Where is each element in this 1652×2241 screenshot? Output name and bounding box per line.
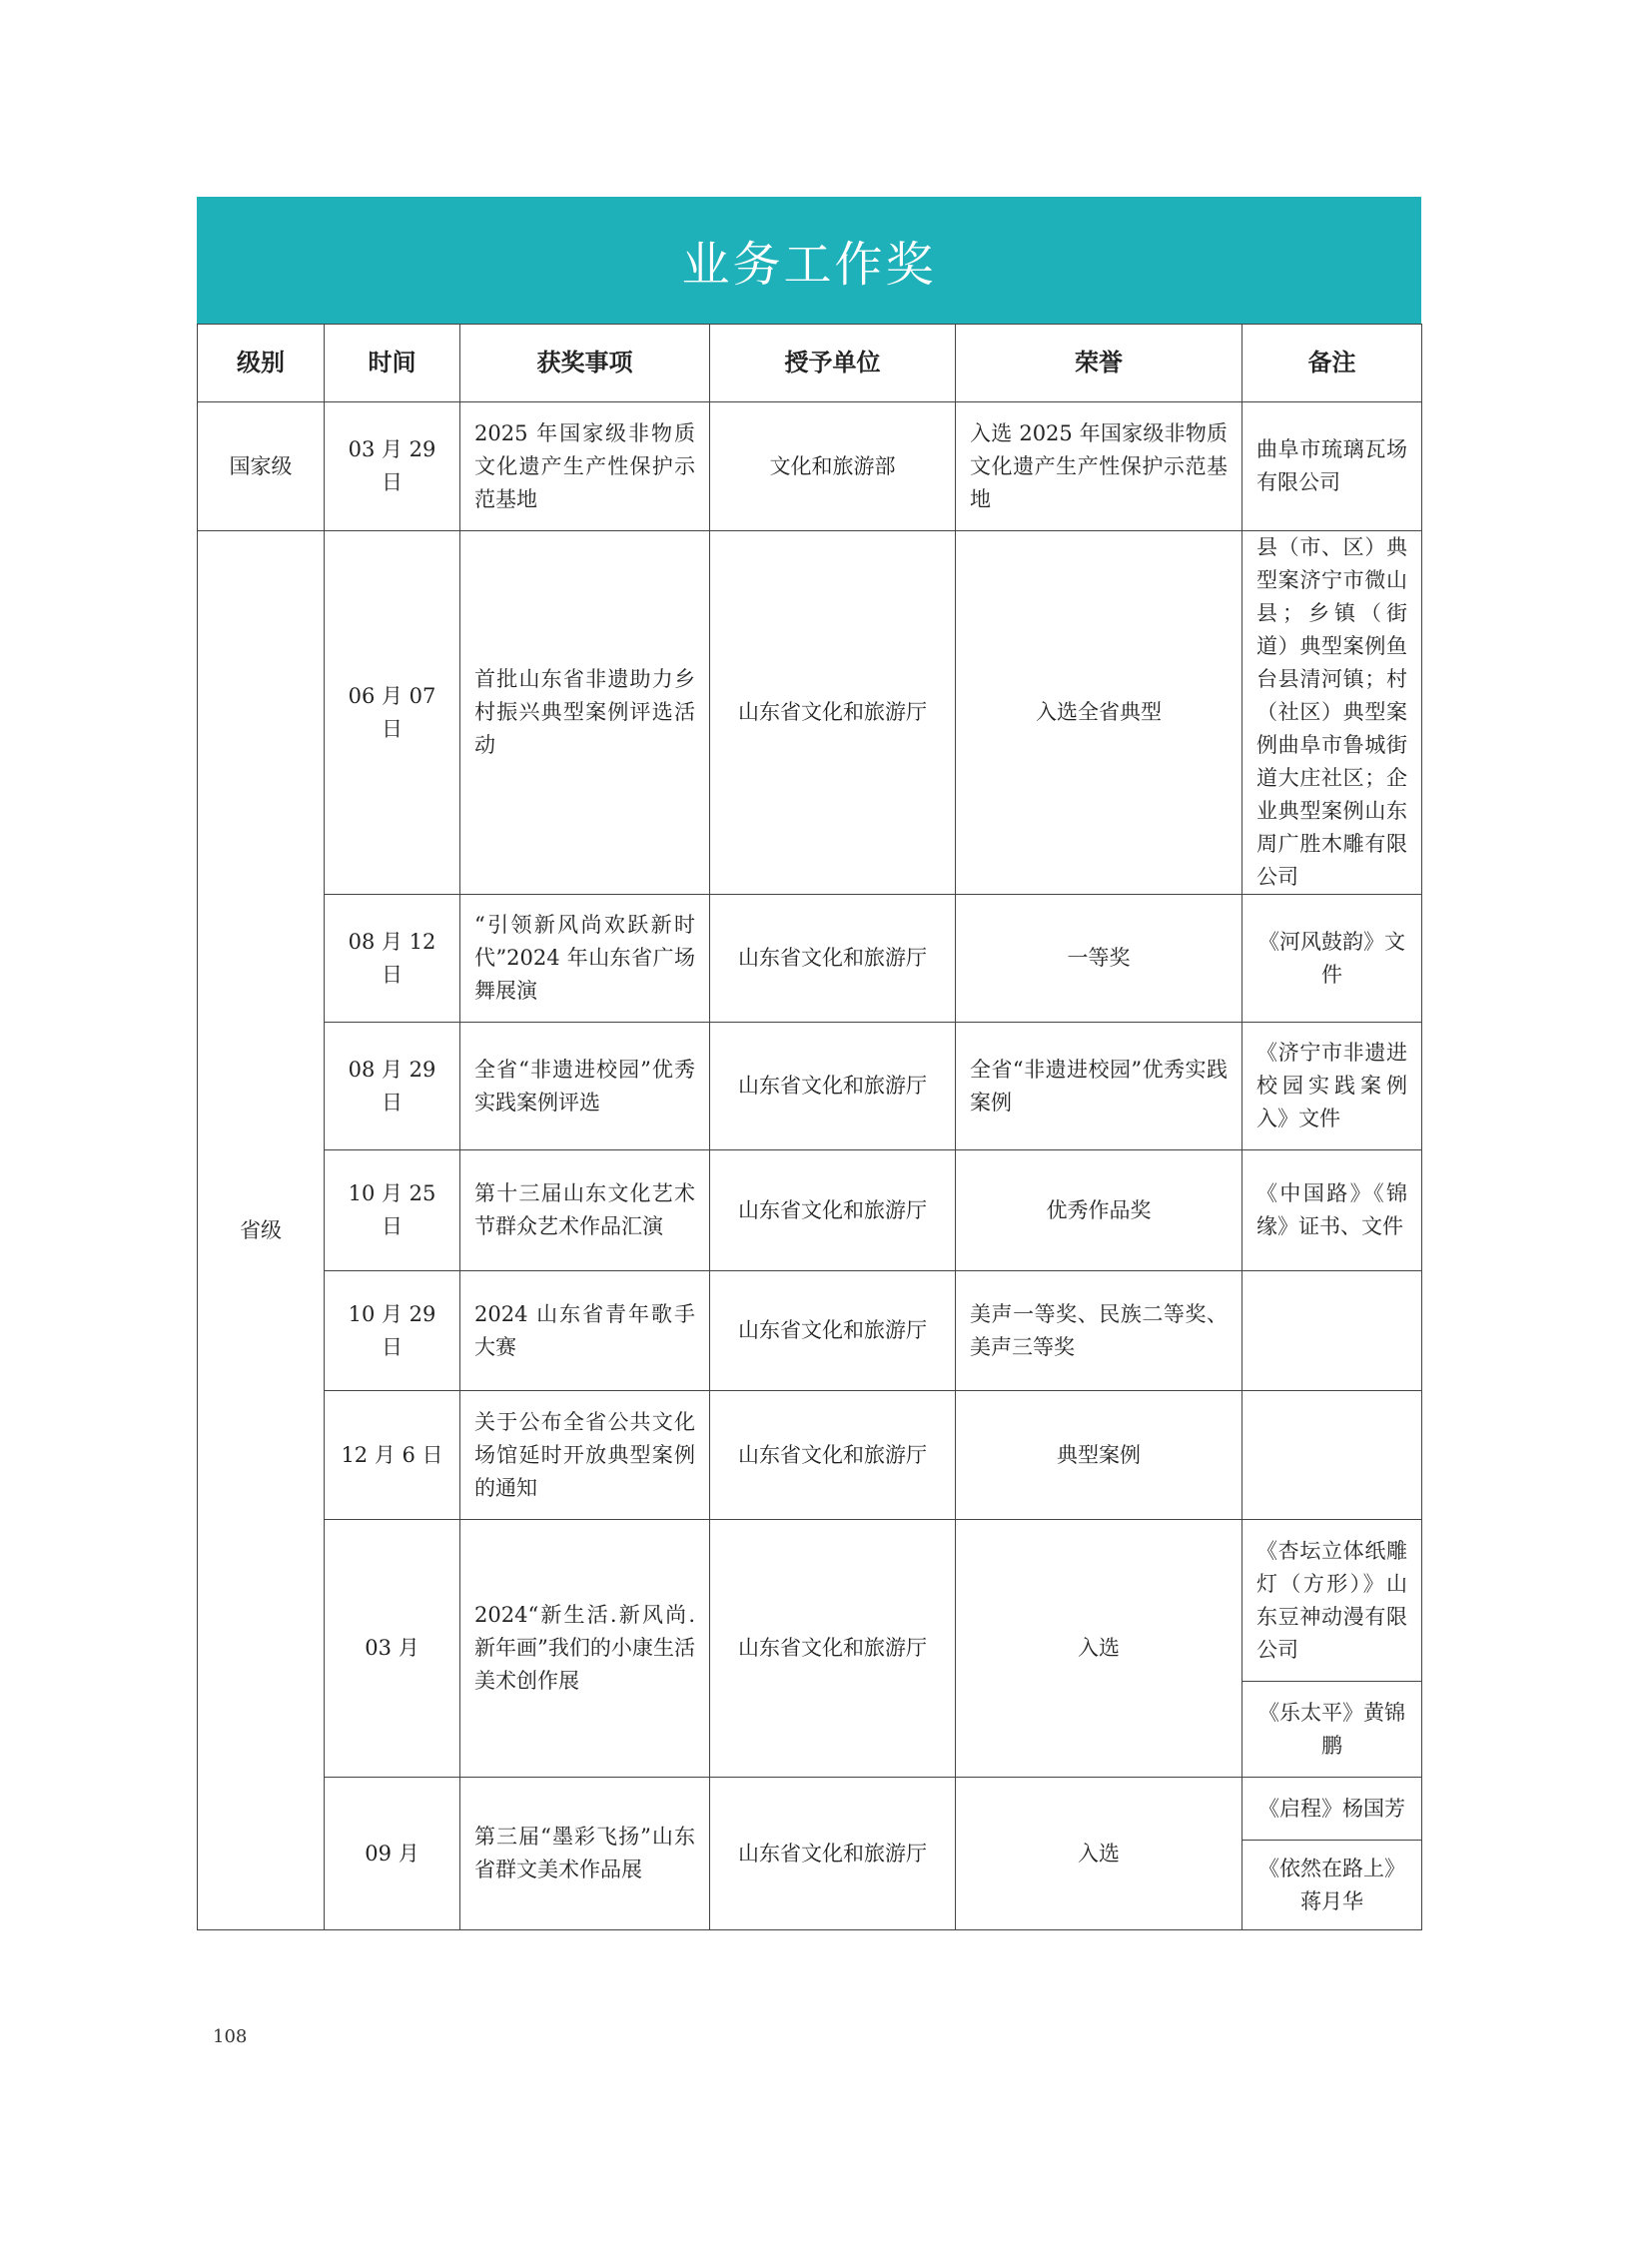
header-honor: 荣誉 <box>956 325 1242 402</box>
unit-cell: 山东省文化和旅游厅 <box>710 1150 956 1271</box>
table-row <box>198 1150 1422 1271</box>
note-cell <box>1242 1271 1422 1391</box>
item-cell: 关于公布全省公共文化场馆延时开放典型案例的通知 <box>460 1391 710 1520</box>
header-level: 级别 <box>198 325 325 402</box>
date-cell: 10 月 29 日 <box>325 1271 460 1391</box>
table-row <box>198 1778 1422 1841</box>
section-banner <box>197 197 1421 324</box>
item-cell: 2024 山东省青年歌手大赛 <box>460 1271 710 1391</box>
date-cell: 08 月 29 日 <box>325 1023 460 1150</box>
note-cell: 《依然在路上》蒋月华 <box>1242 1841 1422 1930</box>
table-row <box>198 402 1422 531</box>
level-cell: 国家级 <box>198 402 325 531</box>
note-cell: 《乐太平》黄锦鹏 <box>1242 1682 1422 1778</box>
date-cell: 12 月 6 日 <box>325 1391 460 1520</box>
item-cell: 2025 年国家级非物质文化遗产生产性保护示范基地 <box>460 402 710 531</box>
item-cell: 2024“新生活.新风尚.新年画”我们的小康生活美术创作展 <box>460 1520 710 1778</box>
date-cell: 09 月 <box>325 1778 460 1930</box>
note-cell: 《杏坛立体纸雕灯（方形）》山东豆神动漫有限公司 <box>1242 1520 1422 1682</box>
note-cell: 《济宁市非遗进校园实践案例入》文件 <box>1242 1023 1422 1150</box>
note-cell: 《河风鼓韵》文件 <box>1242 895 1422 1023</box>
unit-cell: 山东省文化和旅游厅 <box>710 1023 956 1150</box>
table-row <box>198 1023 1422 1150</box>
honor-cell: 美声一等奖、民族二等奖、美声三等奖 <box>956 1271 1242 1391</box>
date-cell: 10 月 25 日 <box>325 1150 460 1271</box>
item-cell: 第十三届山东文化艺术节群众艺术作品汇演 <box>460 1150 710 1271</box>
honor-cell: 入选 <box>956 1520 1242 1778</box>
date-cell: 06 月 07 日 <box>325 531 460 895</box>
item-cell: “引领新风尚欢跃新时代”2024 年山东省广场舞展演 <box>460 895 710 1023</box>
header-note: 备注 <box>1242 325 1422 402</box>
honor-cell: 全省“非遗进校园”优秀实践案例 <box>956 1023 1242 1150</box>
section-title: 业务工作奖 <box>681 237 937 293</box>
honor-cell: 入选全省典型 <box>956 531 1242 895</box>
honor-cell: 入选 <box>956 1778 1242 1930</box>
header-unit: 授予单位 <box>710 325 956 402</box>
note-cell: 县（市、区）典型案济宁市微山县；乡镇（街道）典型案例鱼台县清河镇；村（社区）典型案例曲阜市鲁城街道大庄社区；企业典型案例山东周广胜木雕有限公司 <box>1242 531 1422 895</box>
item-cell: 全省“非遗进校园”优秀实践案例评选 <box>460 1023 710 1150</box>
unit-cell: 山东省文化和旅游厅 <box>710 1778 956 1930</box>
date-cell: 08 月 12 日 <box>325 895 460 1023</box>
awards-table <box>197 324 1422 1930</box>
award-section <box>197 197 1421 1930</box>
header-item: 获奖事项 <box>460 325 710 402</box>
table-row <box>198 1520 1422 1682</box>
unit-cell: 山东省文化和旅游厅 <box>710 1391 956 1520</box>
item-cell: 首批山东省非遗助力乡村振兴典型案例评选活动 <box>460 531 710 895</box>
table-row <box>198 1391 1422 1520</box>
unit-cell: 山东省文化和旅游厅 <box>710 895 956 1023</box>
honor-cell: 优秀作品奖 <box>956 1150 1242 1271</box>
date-cell: 03 月 <box>325 1520 460 1778</box>
unit-cell: 文化和旅游部 <box>710 402 956 531</box>
unit-cell: 山东省文化和旅游厅 <box>710 1520 956 1778</box>
unit-cell: 山东省文化和旅游厅 <box>710 1271 956 1391</box>
table-row <box>198 1271 1422 1391</box>
item-cell: 第三届“墨彩飞扬”山东省群文美术作品展 <box>460 1778 710 1930</box>
note-cell <box>1242 1391 1422 1520</box>
note-cell: 《启程》杨国芳 <box>1242 1778 1422 1841</box>
table-header-row <box>198 325 1422 402</box>
level-cell: 省级 <box>198 531 325 1930</box>
table-row <box>198 895 1422 1023</box>
note-cell: 曲阜市琉璃瓦场有限公司 <box>1242 402 1422 531</box>
page-number: 108 <box>213 2026 248 2047</box>
date-cell: 03 月 29 日 <box>325 402 460 531</box>
note-cell: 《中国路》《锦缘》证书、文件 <box>1242 1150 1422 1271</box>
honor-cell: 典型案例 <box>956 1391 1242 1520</box>
unit-cell: 山东省文化和旅游厅 <box>710 531 956 895</box>
table-row <box>198 531 1422 895</box>
header-date: 时间 <box>325 325 460 402</box>
honor-cell: 入选 2025 年国家级非物质文化遗产生产性保护示范基地 <box>956 402 1242 531</box>
honor-cell: 一等奖 <box>956 895 1242 1023</box>
